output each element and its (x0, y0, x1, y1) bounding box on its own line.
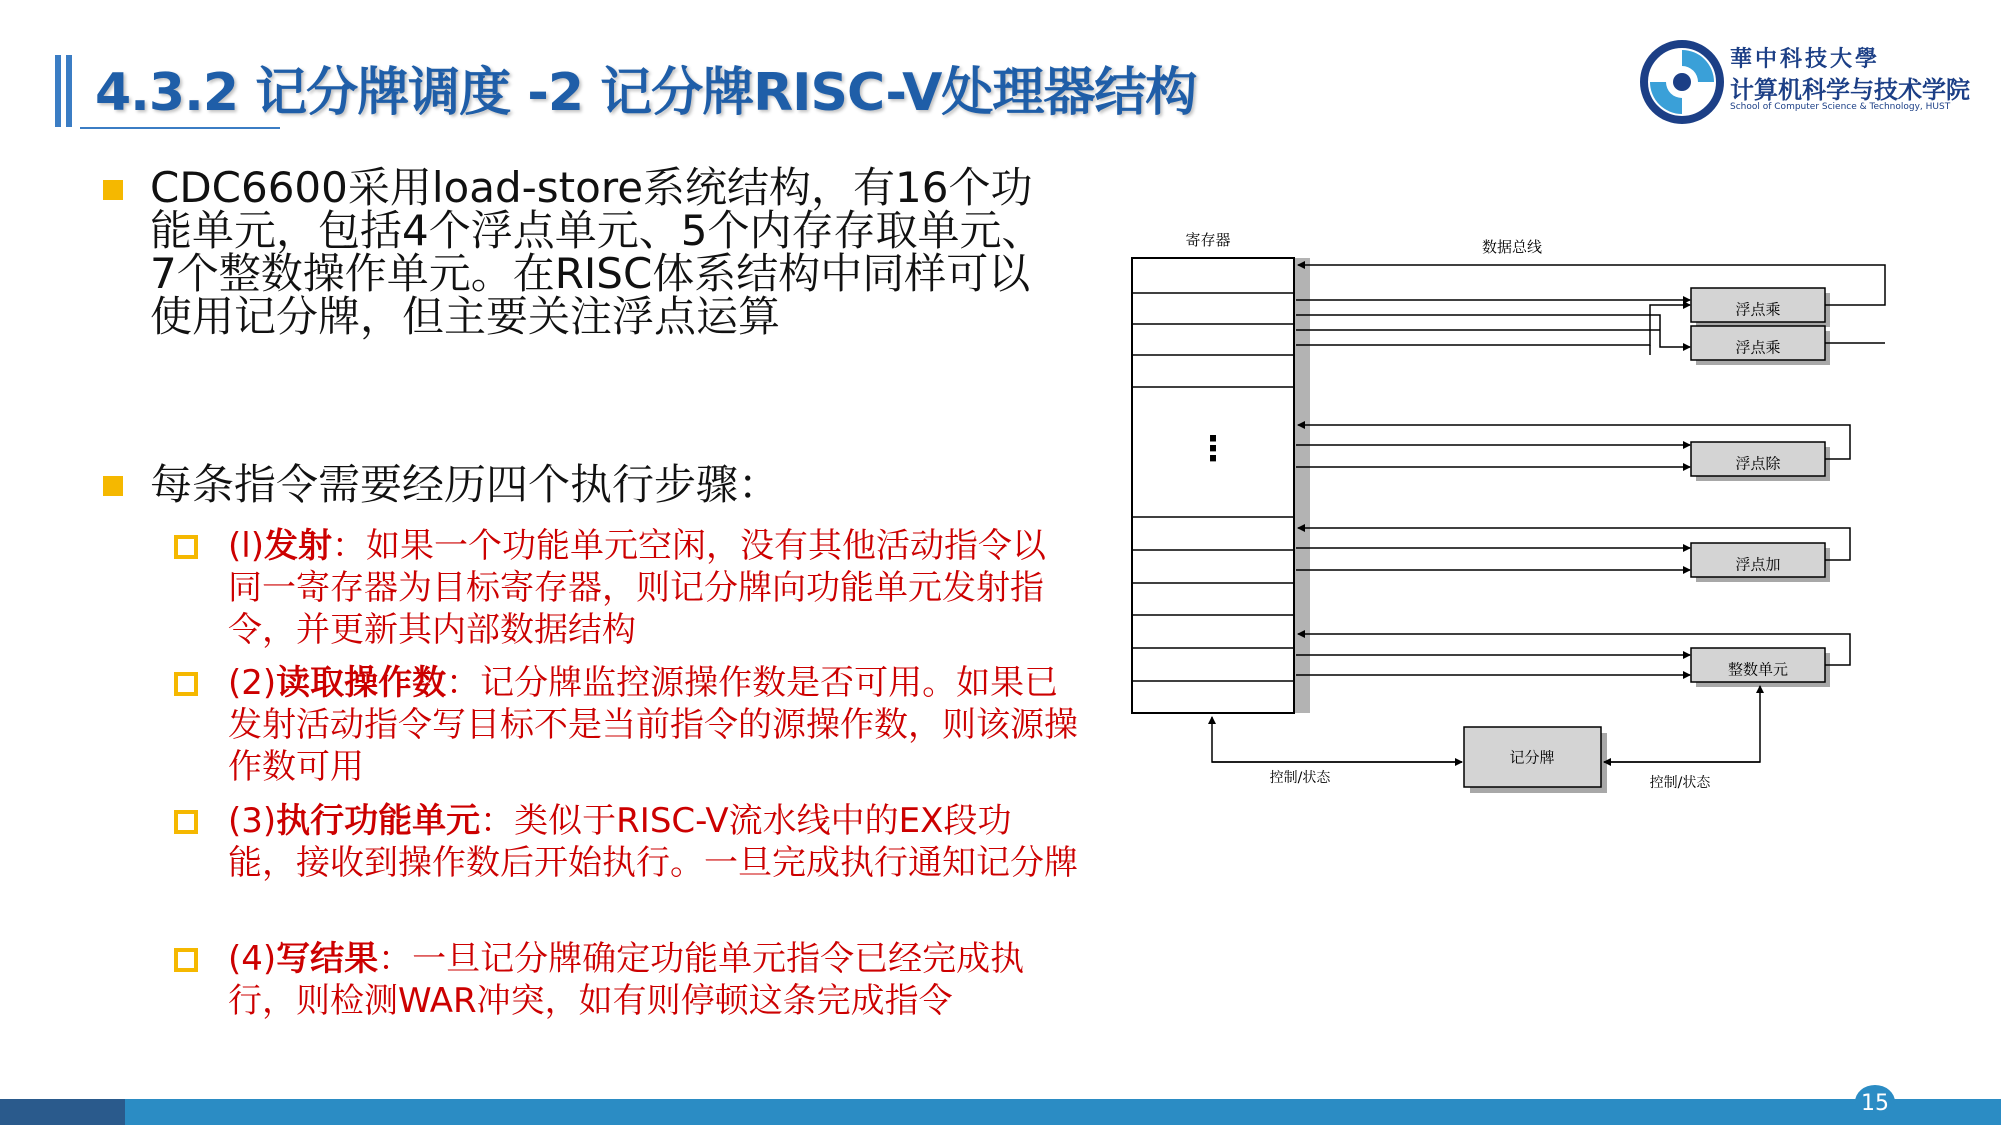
sub-bullet-marker (174, 810, 198, 834)
footer-bar (125, 1099, 2001, 1125)
university-name: 華中科技大學 (1730, 46, 1881, 72)
sub-bullet-marker (174, 535, 198, 559)
scoreboard-label: 记分牌 (1509, 748, 1555, 767)
unit-label: 浮点乘 (1735, 300, 1781, 319)
register-file (1132, 258, 1310, 713)
sub-bullet-marker (174, 948, 198, 972)
footer-bar-dark (0, 1099, 125, 1125)
bullet-marker (103, 180, 123, 200)
step-item (228, 938, 1078, 1022)
step-prefix: (2) (228, 663, 277, 703)
step-desc: ：记分牌监控源操作数是否可用。如果已发射活动指令写目标不是当前指令的源操作数，则该源操作数可用 (228, 663, 1078, 787)
unit-label: 浮点乘 (1735, 338, 1781, 357)
unit-label: 浮点除 (1735, 454, 1781, 473)
step-term: 读取操作数 (276, 663, 447, 703)
step-desc: ：类似于RISC-V流水线中的EX段功能，接收到操作数后开始执行。一旦完成执行通知记分牌 (228, 801, 1078, 883)
title-underline (80, 127, 280, 129)
university-logo (1640, 40, 1970, 125)
ellipsis-dots: ⋮ (1196, 429, 1230, 469)
slide-title: 4.3.2 记分牌调度 -2 记分牌RISC-V处理器结构 (95, 63, 1197, 123)
step-item (228, 800, 1078, 884)
title-accent-bar (55, 55, 61, 127)
unit-label: 整数单元 (1727, 660, 1789, 679)
bullet-text: 每条指令需要经历四个执行步骤： (150, 460, 781, 509)
step-item (228, 525, 1078, 651)
registers-label: 寄存器 (1185, 231, 1231, 249)
school-name-en: School of Computer Science & Technology, HUST (1730, 102, 1951, 112)
step-term: 发射 (263, 526, 332, 566)
step-desc: ：一旦记分牌确定功能单元指令已经完成执行，则检测WAR冲突，如有则停顿这条完成指令 (228, 939, 1025, 1021)
hust-logo-icon (1640, 40, 1724, 124)
control-status-right: 控制/状态 (1649, 775, 1711, 791)
bullet-marker (103, 476, 123, 496)
step-item (228, 662, 1078, 788)
title-accent-bar (66, 55, 72, 127)
step-prefix: (l) (228, 526, 264, 566)
step-desc: ：如果一个功能单元空闲，没有其他活动指令以同一寄存器为目标寄存器，则记分牌向功能单元发射指令，并更新其内部数据结构 (228, 526, 1046, 650)
scoreboard-diagram (1120, 225, 1900, 805)
sub-bullet-marker (174, 672, 198, 696)
page-number: 15 (1855, 1085, 1895, 1119)
school-name: 计算机科学与技术学院 (1730, 76, 1970, 104)
bullet-text: CDC6600采用load-store系统结构，有16个功能单元，包括4个浮点单元、5个内存存取单元、7个整数操作单元。在RISC体系结构中同样可以使用记分牌，但主要关注浮点运算 (150, 163, 1044, 341)
control-status-left: 控制/状态 (1269, 770, 1331, 786)
unit-label: 浮点加 (1735, 555, 1781, 574)
bus-label: 数据总线 (1481, 238, 1543, 256)
step-term: 写结果 (276, 939, 379, 979)
step-term: 执行功能单元 (276, 801, 481, 841)
step-prefix: (4) (228, 939, 277, 979)
step-prefix: (3) (228, 801, 277, 841)
